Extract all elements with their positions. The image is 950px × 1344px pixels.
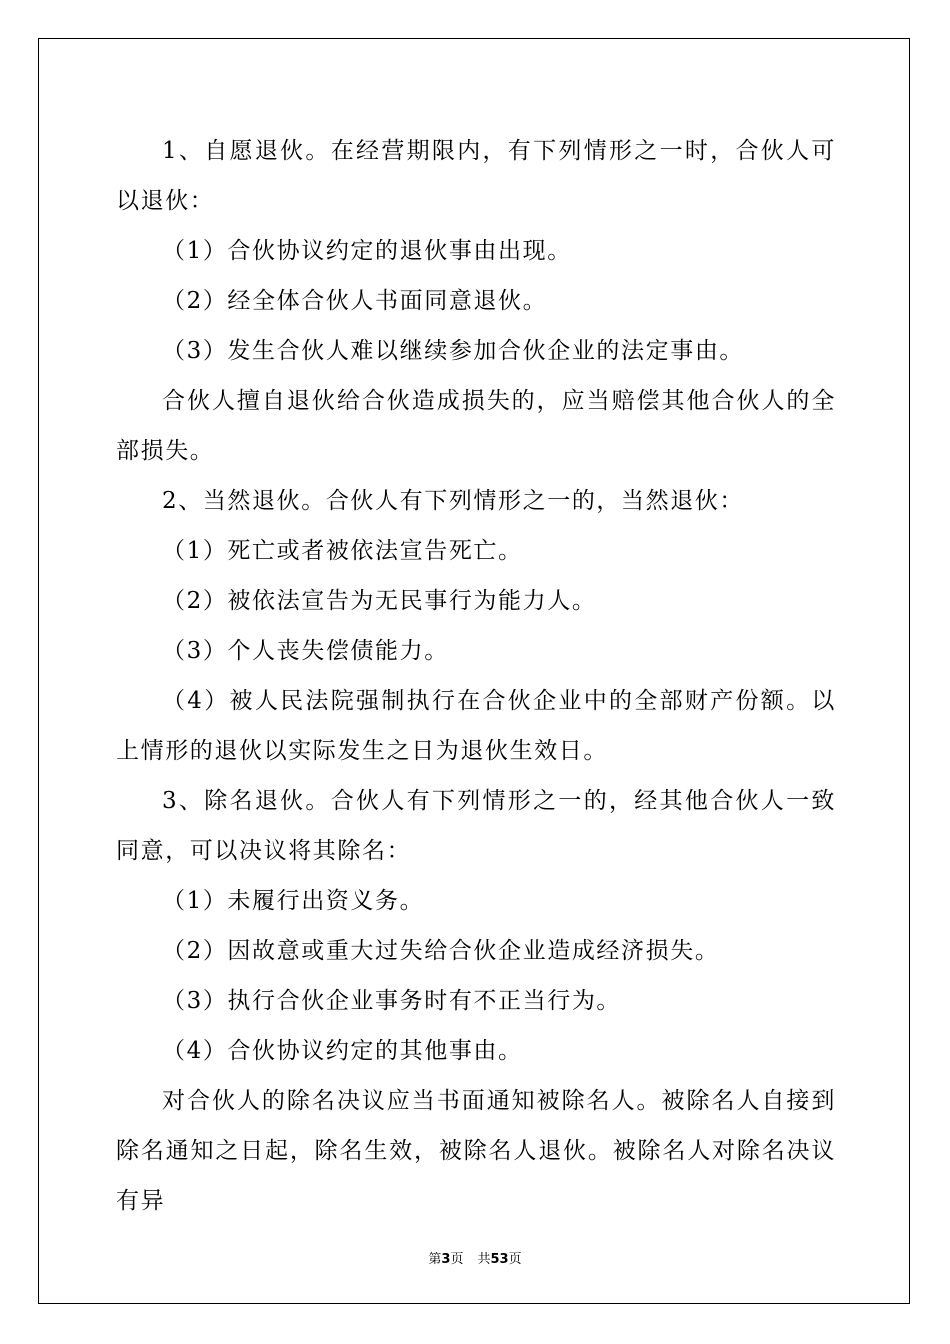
total-pages: 53 xyxy=(490,1252,509,1267)
paragraph-expulsion-notice: 对合伙人的除名决议应当书面通知被除名人。被除名人自接到除名通知之日起，除名生效，被除名人退伙。被除名人对除名决议有异 xyxy=(116,1088,836,1214)
paragraph-item: （4）合伙协议约定的其他事由。 xyxy=(162,1038,523,1064)
paragraph-compensation: 合伙人擅自退伙给合伙造成损失的，应当赔偿其他合伙人的全部损失。 xyxy=(116,388,836,464)
paragraph-item: （3）个人丧失偿债能力。 xyxy=(162,638,449,664)
paragraph-item: （3）发生合伙人难以继续参加合伙企业的法定事由。 xyxy=(162,338,745,364)
paragraph-automatic-withdrawal: 2、当然退伙。合伙人有下列情形之一的，当然退伙： xyxy=(162,488,745,514)
paragraph-item: （1）合伙协议约定的退伙事由出现。 xyxy=(162,238,572,264)
paragraph-item: （4）被人民法院强制执行在合伙企业中的全部财产份额。以上情形的退伙以实际发生之日为退伙生效日。 xyxy=(116,688,836,764)
paragraph-item: （2）被依法宣告为无民事行为能力人。 xyxy=(162,588,597,614)
paragraph-item: （3）执行合伙企业事务时有不正当行为。 xyxy=(162,988,622,1014)
total-suffix: 页 xyxy=(508,1252,522,1267)
paragraph-item: （1）死亡或者被依法宣告死亡。 xyxy=(162,538,523,564)
total-prefix: 共 xyxy=(477,1252,491,1267)
paragraph-item: （2）因故意或重大过失给合伙企业造成经济损失。 xyxy=(162,938,720,964)
page-number: 3 xyxy=(441,1252,451,1267)
paragraph-expulsion-withdrawal: 3、除名退伙。合伙人有下列情形之一的，经其他合伙人一致同意，可以决议将其除名： xyxy=(116,788,836,864)
page-footer xyxy=(0,1248,950,1267)
paragraph-voluntary-withdrawal: 1、自愿退伙。在经营期限内，有下列情形之一时，合伙人可以退伙： xyxy=(116,138,836,214)
paragraph-item: （1）未履行出资义务。 xyxy=(162,888,425,914)
page-suffix: 页 xyxy=(450,1252,464,1267)
paragraph-item: （2）经全体合伙人书面同意退伙。 xyxy=(162,288,548,314)
document-body xyxy=(116,126,836,1226)
page-prefix: 第 xyxy=(428,1252,442,1267)
